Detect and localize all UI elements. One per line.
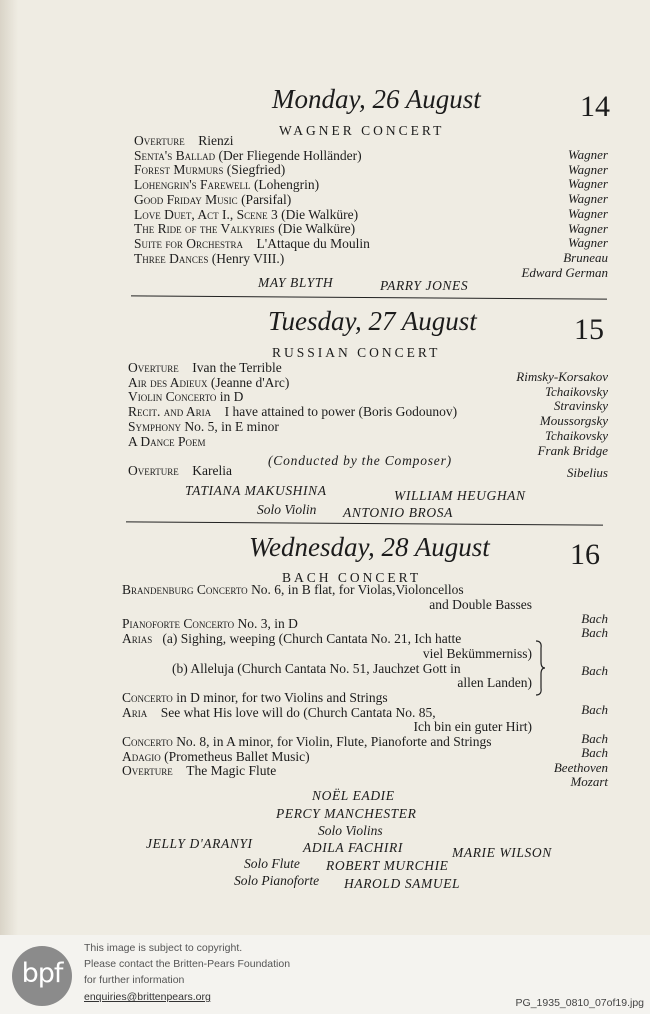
programme-item: Concerto No. 8, in A minor, for Violin, Flute, Pianoforte and Strings (122, 734, 492, 750)
programme-item: Suite for Orchestra L'Attaque du Moulin (134, 235, 370, 251)
concert-number: 14 (580, 90, 610, 123)
artist: JELLY D'ARANYI (146, 836, 253, 851)
artist: NOËL EADIE (312, 788, 395, 803)
page-edge (0, 0, 18, 1014)
composer: Rimsky-Korsakov (516, 369, 608, 384)
programme-item: Arias (a) Sighing, weeping (Church Cantata No. 21, Ich hatte (122, 631, 462, 647)
contact-email-link[interactable]: enquiries@brittenpears.org (84, 991, 211, 1003)
artist: ANTONIO BROSA (343, 505, 453, 520)
solo-label: Solo Pianoforte (234, 873, 320, 888)
composer: Wagner (568, 176, 608, 192)
programme-item: Lohengrin's Farewell (Lohengrin) (134, 177, 320, 193)
composer: Bruneau (563, 249, 608, 265)
composer: Wagner (568, 191, 608, 207)
composer: Sibelius (566, 465, 608, 481)
copyright-line: This image is subject to copyright. (84, 942, 243, 954)
programme-item: Violin Concerto in D (128, 389, 244, 405)
composer: Wagner (568, 161, 608, 177)
composer-bach: Bach (581, 663, 608, 678)
programme-item: Senta's Ballad (Der Fliegende Holländer) (134, 147, 362, 163)
artist: ROBERT MURCHIE (326, 858, 449, 873)
conductor-note: (Conducted by the Composer) (268, 453, 452, 468)
concert-number: 15 (574, 313, 604, 346)
programme-item: Recit. and Aria I have attained to power (Boris Godounov) (128, 404, 458, 420)
file-reference: PG_1935_0810_07of19.jpg (515, 997, 644, 1009)
artist: HAROLD SAMUEL (344, 876, 461, 891)
composer: Tchaikovsky (544, 427, 608, 443)
programme-item: Overture Rienzi (134, 133, 234, 148)
programme-item: Aria See what His love will do (Church Cantata No. 85, (122, 704, 436, 720)
artist: MAY BLYTH (258, 275, 334, 290)
composer-list (516, 370, 608, 481)
programme-item: A Dance Poem (128, 433, 206, 449)
artist: ADILA FACHIRI (303, 840, 403, 855)
composer: Wagner (568, 147, 608, 162)
artist: MARIE WILSON (452, 845, 552, 860)
concert-title: RUSSIAN CONCERT (272, 345, 441, 360)
solo-label: Solo Violin (257, 502, 317, 517)
composer-bach: Bach (581, 611, 608, 626)
artist: WILLIAM HEUGHAN (394, 488, 526, 503)
composer: Moussorgsky (539, 413, 608, 429)
programme-item: Overture The Magic Flute (122, 763, 277, 779)
artist: TATIANA MAKUSHINA (185, 483, 327, 498)
programme-item: Pianoforte Concerto No. 3, in D (122, 616, 298, 632)
programme-item: Concerto in D minor, for two Violins and Strings (122, 689, 388, 705)
brace-icon (535, 640, 545, 696)
programme-item: (b) Alleluja (Church Cantata No. 51, Jauchzet Gott in (172, 660, 461, 676)
solo-label: Solo Violins (318, 823, 383, 838)
composer: Stravinsky (553, 398, 608, 414)
composer-beethoven: Beethoven (553, 760, 608, 775)
programme-item: The Ride of the Valkyries (Die Walküre) (134, 221, 356, 237)
composer-bach: Bach (581, 731, 608, 746)
programme-item: Air des Adieux (Jeanne d'Arc) (128, 374, 290, 390)
programme-item: Adagio (Prometheus Ballet Music) (122, 748, 310, 764)
bpf-logo-text: bpf (21, 958, 63, 989)
programme-item: Good Friday Music (Parsifal) (134, 191, 292, 207)
artist: PARRY JONES (380, 278, 469, 293)
programme-item: Three Dances (Henry VIII.) (134, 250, 285, 266)
composer: Frank Bridge (537, 442, 608, 458)
programme-item: Overture Ivan the Terrible (128, 360, 282, 375)
concert-date: Tuesday, 27 August (268, 306, 477, 336)
concert-number: 16 (570, 538, 600, 571)
composer: Tchaikovsky (544, 383, 608, 399)
composer-bach: Bach (581, 702, 608, 717)
composer-mozart: Mozart (570, 774, 608, 789)
programme-list (122, 583, 532, 779)
artist: PERCY MANCHESTER (276, 806, 417, 821)
programme-item: Ich bin ein guter Hirt) (413, 719, 532, 735)
programme-item: and Double Basses (429, 596, 532, 612)
copyright-line: Please contact the Britten-Pears Foundation (84, 958, 291, 970)
composer: Wagner (568, 220, 608, 236)
composer: Edward German (521, 264, 608, 280)
copyright-line: for further information (84, 974, 185, 986)
programme-list (134, 134, 370, 266)
composer: Wagner (568, 205, 608, 221)
concert-title: WAGNER CONCERT (279, 123, 445, 138)
programme-item: viel Bekümmerniss) (422, 645, 532, 661)
concert-date: Wednesday, 28 August (249, 532, 490, 562)
composer: Wagner (568, 235, 608, 251)
composer-list (521, 148, 608, 280)
programme-item: Brandenburg Concerto No. 6, in B flat, for Violas,Violoncellos (122, 582, 464, 597)
composer-bach: Bach (581, 625, 608, 640)
programme-item: Forest Murmurs (Siegfried) (134, 162, 286, 178)
solo-label: Solo Flute (244, 856, 300, 871)
composer-bach: Bach (581, 745, 608, 760)
programme-item: Love Duet, Act I., Scene 3 (Die Walküre) (134, 206, 359, 222)
programme-item: Symphony No. 5, in E minor (128, 418, 279, 434)
programme-item: allen Landen) (457, 675, 532, 691)
programme-item: Overture Karelia (128, 463, 232, 479)
concert-date: Monday, 26 August (272, 84, 481, 114)
concert-title: BACH CONCERT (282, 570, 422, 585)
